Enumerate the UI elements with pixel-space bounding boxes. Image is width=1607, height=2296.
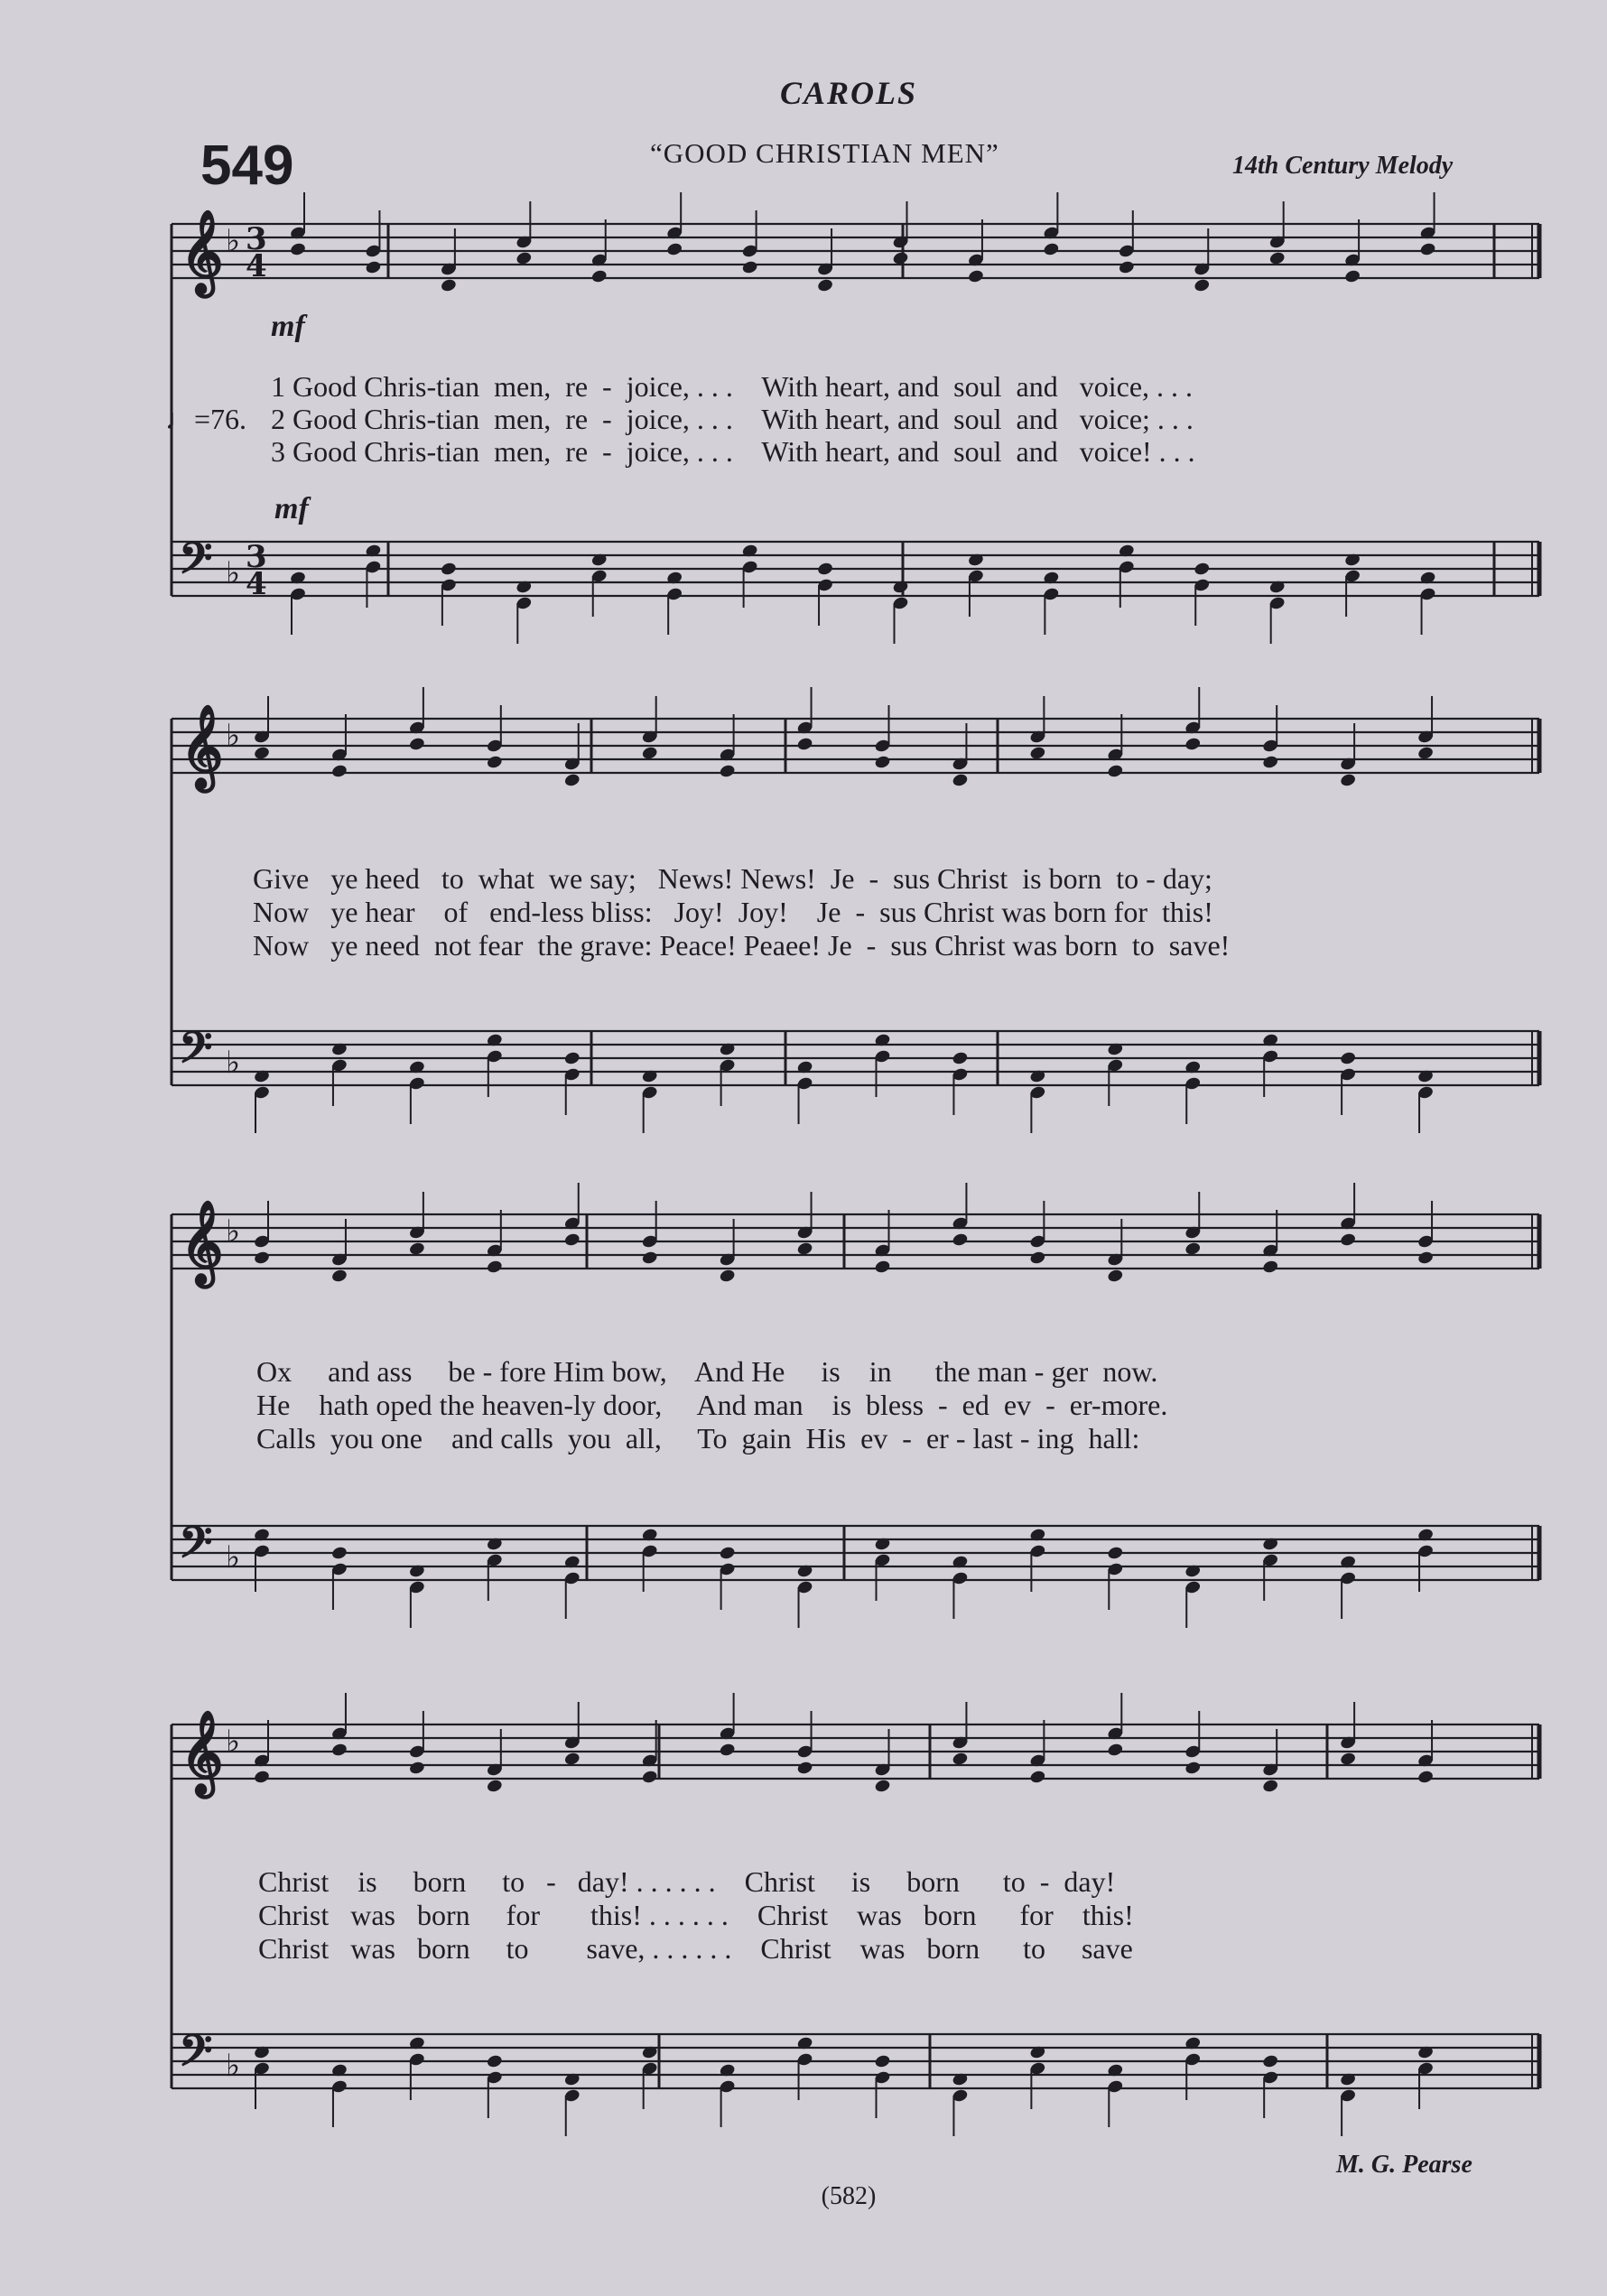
svg-text:♭: ♭ — [226, 718, 241, 754]
svg-text:♭: ♭ — [226, 1539, 241, 1576]
svg-text:♭: ♭ — [226, 2048, 241, 2084]
svg-text:♭: ♭ — [226, 1724, 241, 1760]
lyric-line: 1 Good Chris-tian men, re - joice, . . . With heart, and soul and voice, . . . — [271, 370, 1194, 403]
svg-text:♭: ♭ — [226, 555, 241, 591]
svg-text:𝄢: 𝄢 — [179, 1022, 213, 1083]
author-credit: M. G. Pearse — [1336, 2151, 1472, 2179]
lyric-line: Give ye heed to what we say; News! News! Je - sus Christ is born to - day; — [253, 862, 1212, 895]
hymn-number: 549 — [200, 135, 294, 197]
lyric-line: Calls you one and calls you all, To gain His ev - er - last - ing hall: — [256, 1422, 1140, 1455]
svg-text:𝄞: 𝄞 — [181, 1199, 224, 1284]
dynamic-treble: mf — [271, 310, 305, 343]
svg-text:𝄢: 𝄢 — [179, 533, 213, 594]
lyric-line: 2 Good Chris-tian men, re - joice, . . . With heart, and soul and voice; . . . — [271, 403, 1194, 435]
svg-text:𝄞: 𝄞 — [181, 209, 224, 293]
lyric-line: Now ye hear of end-less bliss: Joy! Joy! Je - sus Christ was born for this! — [253, 896, 1213, 928]
lyric-line: Now ye need not fear the grave: Peace! Peaee! Je - sus Christ was born to save! — [253, 929, 1231, 962]
dynamic-bass: mf — [274, 492, 309, 525]
svg-text:𝄞: 𝄞 — [181, 703, 224, 788]
svg-text:4: 4 — [246, 248, 267, 284]
lyric-line: Christ is born to - day! . . . . . . Christ is born to - day! — [258, 1865, 1116, 1898]
svg-text:3: 3 — [246, 221, 267, 257]
svg-text:♭: ♭ — [226, 223, 241, 259]
page-number: (582) — [821, 2182, 877, 2210]
svg-text:3: 3 — [246, 539, 267, 575]
svg-text:♭: ♭ — [226, 1213, 241, 1250]
section-title: CAROLS — [779, 75, 918, 111]
melody-credit: 14th Century Melody — [1232, 152, 1454, 180]
lyric-line: He hath oped the heaven-ly door, And man is bless - ed ev - er-more. — [256, 1389, 1168, 1421]
svg-text:𝄢: 𝄢 — [179, 2025, 213, 2087]
lyric-line: 3 Good Chris-tian men, re - joice, . . . With heart, and soul and voice! . . . — [271, 435, 1195, 468]
tempo-marking: ♩=76. — [165, 403, 247, 435]
lyric-line: Christ was born to save, . . . . . . Christ was born to save — [258, 1932, 1133, 1965]
svg-text:♭: ♭ — [226, 1045, 241, 1081]
svg-text:𝄞: 𝄞 — [181, 1709, 224, 1794]
lyric-line: Ox and ass be - fore Him bow, And He is in the man - ger now. — [256, 1355, 1158, 1388]
svg-text:𝄢: 𝄢 — [179, 1517, 213, 1578]
svg-text:4: 4 — [246, 566, 267, 602]
hymn-title: “GOOD CHRISTIAN MEN” — [650, 137, 999, 169]
lyric-line: Christ was born for this! . . . . . . Christ was born for this! — [258, 1899, 1134, 1931]
